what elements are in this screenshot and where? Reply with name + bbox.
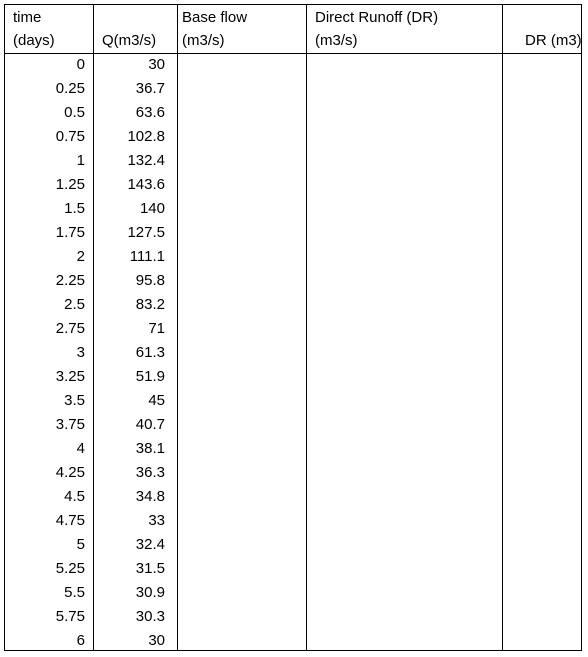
header-base-flow: Base flow [182, 9, 248, 26]
time-cell: 1.5 [64, 200, 85, 217]
time-cell: 0 [76, 56, 85, 73]
discharge-cell: 51.9 [135, 368, 165, 385]
discharge-cell: 34.8 [135, 488, 165, 505]
time-cell: 3.5 [64, 392, 85, 409]
discharge-cell: 36.3 [135, 464, 165, 481]
data-table [4, 4, 582, 651]
header-base-flow-unit: (m3/s) [182, 32, 225, 49]
discharge-cell: 83.2 [135, 296, 165, 313]
header-divider [5, 53, 581, 54]
discharge-cell: 38.1 [135, 440, 165, 457]
time-cell: 4.25 [55, 464, 85, 481]
discharge-cell: 30 [148, 632, 165, 649]
discharge-cell: 102.8 [127, 128, 165, 145]
discharge-cell: 45 [148, 392, 165, 409]
time-cell: 4.5 [64, 488, 85, 505]
time-cell: 2.75 [55, 320, 85, 337]
time-cell: 2.5 [64, 296, 85, 313]
discharge-cell: 32.4 [135, 536, 165, 553]
header-time: time [13, 9, 42, 26]
discharge-cell: 140 [139, 200, 165, 217]
time-cell: 1 [76, 152, 85, 169]
time-cell: 4.75 [55, 512, 85, 529]
discharge-cell: 40.7 [135, 416, 165, 433]
header-direct-runoff: Direct Runoff (DR) [315, 9, 439, 26]
time-cell: 0.25 [55, 80, 85, 97]
time-cell: 6 [76, 632, 85, 649]
discharge-cell: 31.5 [135, 560, 165, 577]
column-divider [502, 5, 503, 650]
discharge-cell: 95.8 [135, 272, 165, 289]
discharge-cell: 63.6 [135, 104, 165, 121]
discharge-cell: 30.3 [135, 608, 165, 625]
time-cell: 0.5 [64, 104, 85, 121]
time-cell: 2.25 [55, 272, 85, 289]
time-cell: 5.5 [64, 584, 85, 601]
time-cell: 2 [76, 248, 85, 265]
discharge-cell: 33 [148, 512, 165, 529]
header-discharge: Q(m3/s) [102, 32, 157, 49]
discharge-cell: 132.4 [127, 152, 165, 169]
discharge-cell: 71 [148, 320, 165, 337]
time-cell: 3.25 [55, 368, 85, 385]
time-cell: 3.75 [55, 416, 85, 433]
discharge-cell: 36.7 [135, 80, 165, 97]
time-cell: 5.25 [55, 560, 85, 577]
time-cell: 5.75 [55, 608, 85, 625]
column-divider [306, 5, 307, 650]
discharge-cell: 111.1 [129, 248, 165, 265]
time-cell: 4 [76, 440, 85, 457]
header-time-unit: (days) [13, 32, 55, 49]
time-cell: 5 [76, 536, 85, 553]
discharge-cell: 30 [148, 56, 165, 73]
time-cell: 1.75 [55, 224, 85, 241]
discharge-cell: 143.6 [127, 176, 165, 193]
header-dr-volume: DR (m3) [525, 32, 582, 49]
time-cell: 1.25 [55, 176, 85, 193]
time-cell: 3 [76, 344, 85, 361]
column-divider [177, 5, 178, 650]
discharge-cell: 127.5 [127, 224, 165, 241]
discharge-cell: 30.9 [135, 584, 165, 601]
header-direct-runoff-unit: (m3/s) [315, 32, 358, 49]
discharge-cell: 61.3 [135, 344, 165, 361]
time-cell: 0.75 [55, 128, 85, 145]
